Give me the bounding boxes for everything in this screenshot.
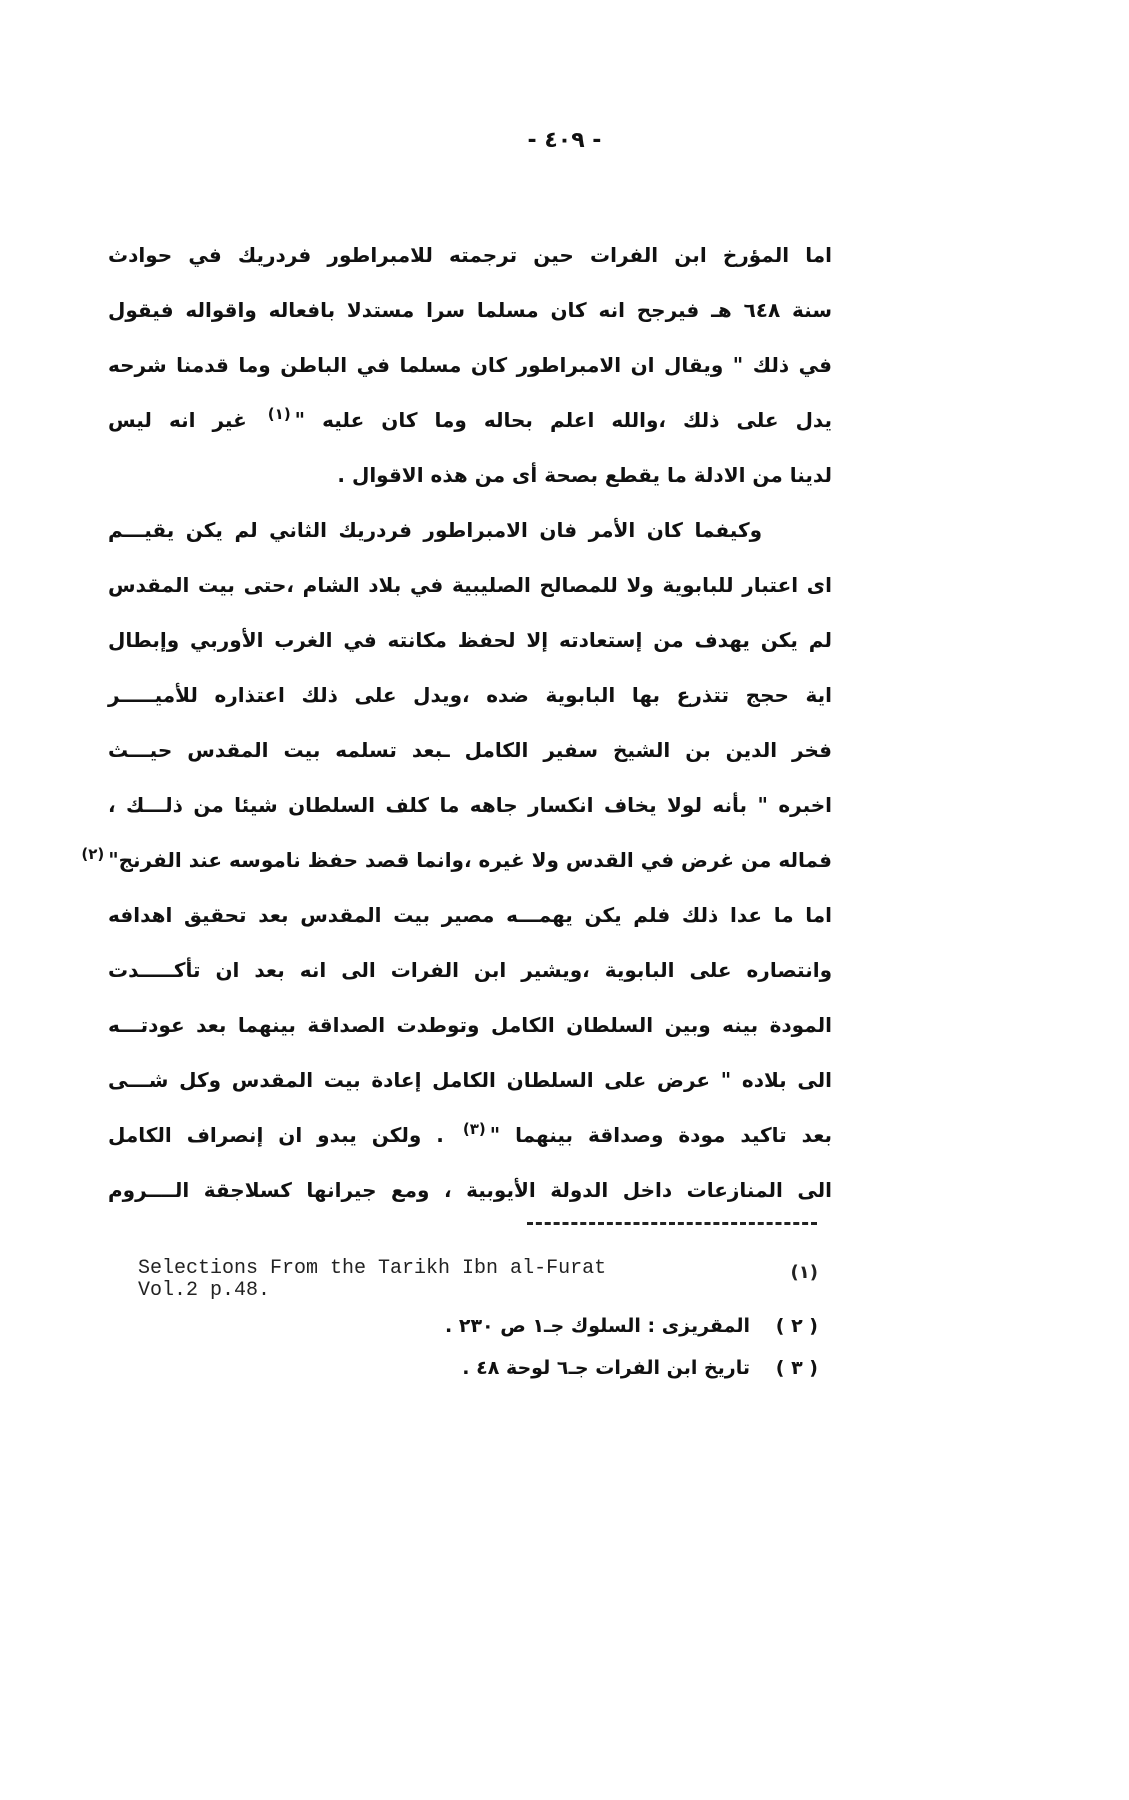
text-line: اما المؤرخ ابن الفرات حين ترجمته للامبراطور فردريك في حوادث (108, 243, 832, 267)
footnote-1-line-1: Selections From the Tarikh Ibn al-Furat (138, 1257, 607, 1280)
footnote-1-line-2: Vol.2 p.48. (138, 1279, 271, 1302)
text-line: الى بلاده " عرض على السلطان الكامل إعادة بيت المقدس وكل شـــى (108, 1068, 832, 1092)
text-line: في ذلك " ويقال ان الامبراطور كان مسلما في الباطن وما قدمنا شرحه (108, 353, 832, 377)
footnote-ref-2[interactable]: (٢) (81, 845, 105, 864)
text-segment: غير انه ليس (108, 408, 247, 432)
footnote-ref-1[interactable]: (١) (267, 405, 291, 424)
footnote-1 (138, 1258, 818, 1302)
footnote-3 (138, 1348, 818, 1388)
text-line: سنة ٦٤٨ هـ فيرجح انه كان مسلما سرا مستدلا بافعاله واقواله فيقول (108, 298, 832, 322)
text-line: الى المنازعات داخل الدولة الأيوبية ، ومع جيرانها كسلاجقة الــــروم (108, 1178, 832, 1202)
text-line-with-footnote-1 (108, 393, 832, 448)
footnote-separator (527, 1222, 817, 1225)
text-line: فخر الدين بن الشيخ سفير الكامل ـبعد تسلمه بيت المقدس حيـــث (108, 738, 832, 762)
footnote-2-marker: ( ٢ ) (775, 1315, 818, 1337)
paragraph-start-line: وكيفما كان الأمر فان الامبراطور فردريك الثاني لم يكن يقيـــم (108, 518, 762, 542)
text-segment: بعد تاكيد مودة وصداقة بينهما " (489, 1123, 833, 1147)
footnote-1-marker: (١) (790, 1262, 818, 1283)
footnote-2 (138, 1306, 818, 1346)
body-text (81, 228, 833, 1218)
text-line: اخبره " بأنه لولا يخاف انكسار جاهه ما كلف السلطان شيئا من ذلـــك ، (108, 793, 832, 817)
footnote-2-text: المقريزى : السلوك جـ١ ص ٢٣٠ . (445, 1315, 750, 1337)
text-line: اى اعتبار للبابوية ولا للمصالح الصليبية في بلاد الشام ،حتى بيت المقدس (108, 573, 832, 597)
page-number: - ٤٠٩ - (527, 128, 602, 153)
footnotes (138, 1258, 818, 1388)
text-line: وانتصاره على البابوية ،ويشير ابن الفرات الى انه بعد ان تأكـــــدت (108, 958, 832, 982)
text-line-with-footnote-2 (81, 833, 832, 888)
footnote-ref-3[interactable]: (٣) (462, 1120, 486, 1139)
footnote-3-text: تاريخ ابن الفرات جـ٦ لوحة ٤٨ . (462, 1357, 750, 1379)
text-segment: . ولكن يبدو ان إنصراف الكامل (108, 1123, 444, 1147)
text-line-with-footnote-3 (108, 1108, 832, 1163)
text-segment: يدل على ذلك ،والله اعلم بحاله وما كان عليه " (294, 408, 832, 432)
text-line: اية حجج تتذرع بها البابوية ضده ،ويدل على ذلك اعتذاره للأميـــــر (108, 683, 832, 707)
text-line: لم يكن يهدف من إستعادته إلا لحفظ مكانته في الغرب الأوربي وإبطال (108, 628, 832, 652)
text-line: لدينا من الادلة ما يقطع بصحة أى من هذه الاقوال . (337, 463, 832, 487)
footnote-3-marker: ( ٣ ) (775, 1357, 818, 1379)
text-line: المودة بينه وبين السلطان الكامل وتوطدت الصداقة بينهما بعد عودتـــه (108, 1013, 832, 1037)
text-segment: فماله من غرض في القدس ولا غيره ،وانما قصد حفظ ناموسه عند الفرنج" (108, 848, 832, 872)
text-line: اما ما عدا ذلك فلم يكن يهمـــه مصير بيت المقدس بعد تحقيق اهدافه (108, 903, 832, 927)
